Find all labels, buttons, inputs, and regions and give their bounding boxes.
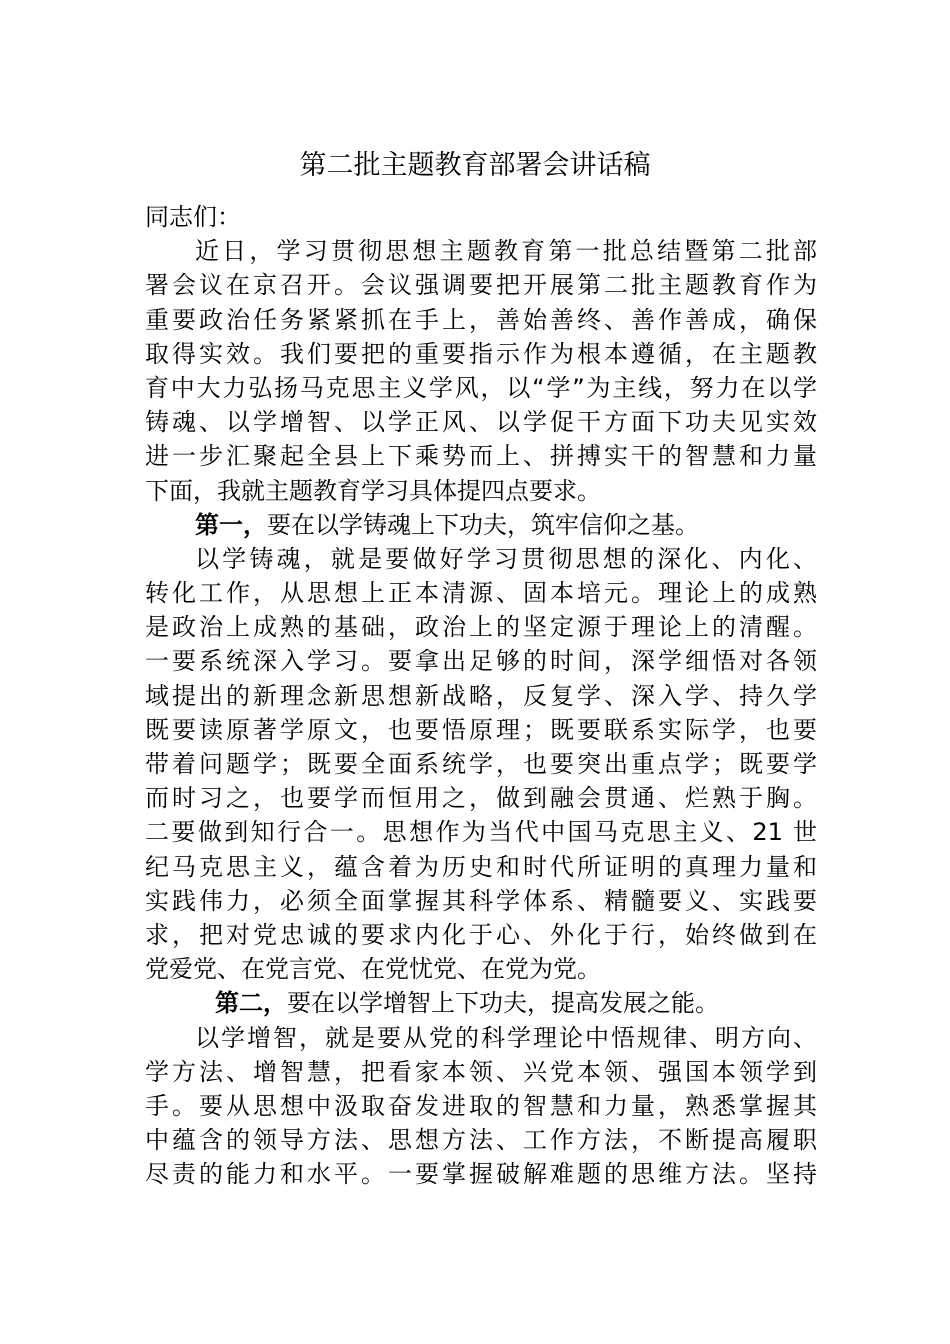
paragraph-line: 党爱党、在党言党、在党忧党、在党为党。 [145,955,601,984]
heading-normal-part-2: 筑牢信仰之基。 [531,510,699,539]
paragraph-line: 二要做到知行合一。思想作为当代中国马克思主义、21 世 [145,818,817,847]
paragraph-line: 以学铸魂，就是要做好学习贯彻思想的深化、内化、 [195,544,817,573]
heading-normal-part: 要在以学增智上下功夫， [287,989,551,1018]
section-heading-1 [145,508,817,542]
paragraph-line: 域提出的新理念新思想新战略，反复学、深入学、持久学 [145,681,817,710]
paragraph-line: 取得实效。我们要把的重要指示作为根本遵循，在主题教 [145,339,817,368]
paragraph-line: 重要政治任务紧紧抓在手上，善始善终、善作善成，确保 [145,305,817,334]
paragraph-line: 铸魂、以学增智、以学正风、以学促干方面下功夫见实效 [145,408,817,437]
document-body [145,200,817,1191]
document-title: 第二批主题教育部署会讲话稿 [299,150,651,181]
paragraph-line: 实践伟力，必须全面掌握其科学体系、精髓要义、实践要 [145,886,817,915]
paragraph-line: 转化工作，从思想上正本清源、固本培元。理论上的成熟 [145,579,817,608]
paragraph-line: 进一步汇聚起全县上下乘势而上、拼搏实干的智慧和力量 [145,442,817,471]
paragraph-line: 近日，学习贯彻思想主题教育第一批总结暨第二批部 [195,237,817,266]
section-heading-2 [145,986,817,1020]
paragraph-line: 带着问题学；既要全面系统学，也要突出重点学；既要学 [145,750,817,778]
paragraph-line: 是政治上成熟的基础，政治上的坚定源于理论上的清醒。 [145,613,817,642]
paragraph-line: 求，把对党忠诚的要求内化于心、外化于行，始终做到在 [145,920,817,949]
salutation: 同志们： [145,203,241,231]
paragraph-line: 以学增智，就是要从党的科学理论中悟规律、明方向、 [195,1023,817,1052]
heading-normal-part: 要在以学铸魂上下功夫， [267,510,531,539]
paragraph-line: 署会议在京召开。会议强调要把开展第二批主题教育作为 [145,271,817,300]
paragraph-line: 学方法、增智慧，把看家本领、兴党本领、强国本领学到 [145,1057,817,1086]
paragraph-line: 下面，我就主题教育学习具体提四点要求。 [145,476,601,505]
paragraph-line: 中蕴含的领导方法、思想方法、工作方法，不断提高履职 [145,1126,817,1155]
paragraph-line: 一要系统深入学习。要拿出足够的时间，深学细悟对各领 [145,647,817,676]
paragraph-line: 纪马克思主义，蕴含着为历史和时代所证明的真理力量和 [145,852,817,881]
paragraph-line: 而时习之，也要学而恒用之，做到融会贯通、烂熟于胸。 [145,784,817,813]
heading-bold-part: 第二， [215,989,287,1018]
paragraph-line: 既要读原著学原文，也要悟原理；既要联系实际学，也要 [145,715,817,744]
paragraph-line: 尽责的能力和水平。一要掌握破解难题的思维方法。坚持 [145,1160,817,1189]
paragraph-line: 育中大力弘扬马克思主义学风，以“学”为主线，努力在以学 [145,373,817,402]
heading-bold-part: 第一， [195,510,267,539]
heading-normal-part-2: 提高发展之能。 [551,989,719,1018]
paragraph-line: 手。要从思想中汲取奋发进取的智慧和力量，熟悉掌握其 [145,1091,817,1120]
